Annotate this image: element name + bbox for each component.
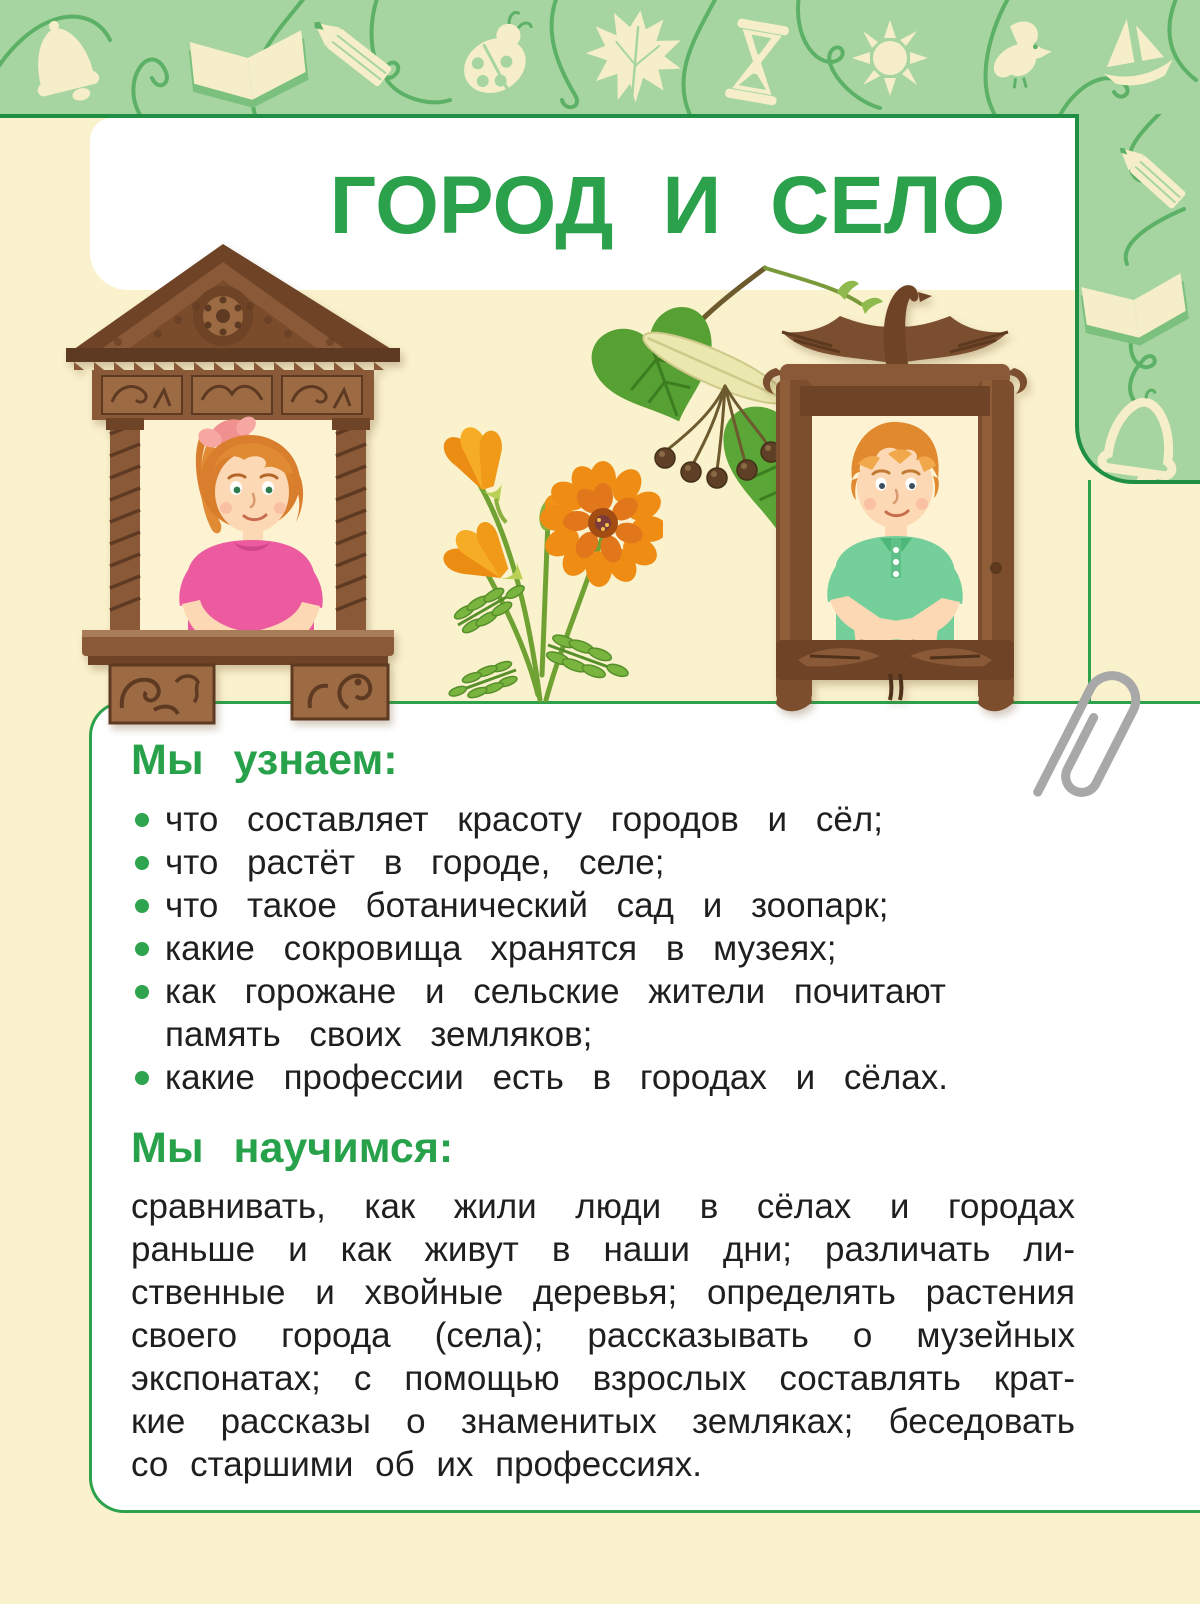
paragraph-line: своего города (села); рассказывать о музейных [131,1316,1075,1355]
side-decorative-panel [1075,114,1200,484]
learn-list [131,798,1075,1099]
paragraph-line: ственные и хвойные деревья; определять растения [131,1273,1075,1312]
list-item [131,798,1075,841]
paragraph-line: сравнивать, как жили люди в сёлах и городах [131,1187,1075,1226]
bullet-dot-icon [135,1071,149,1085]
list-item-text: что составляет красоту городов и сёл; [165,800,883,839]
side-panel-icons-graphic [1079,114,1200,480]
list-item-text: какие сокровища хранятся в музеях; [165,929,837,968]
chapter-title: ГОРОД И СЕЛО [329,160,1006,251]
sun-icon [852,20,928,96]
list-item-text: что растёт в городе, селе; [165,843,665,882]
paperclip [1030,648,1150,828]
bird-icon [991,20,1054,90]
list-item [131,1056,1075,1099]
list-item-text: память своих земляков; [165,1015,593,1054]
bullet-dot-icon [135,899,149,913]
list-item [131,970,1075,1056]
learn-heading: Мы узнаем: [131,736,398,784]
paragraph-line: раньше и как живут в наши дни; различать ли- [131,1230,1075,1269]
marigold-flowers-illustration [398,415,663,710]
content [131,737,1075,1486]
banner-icons-graphic [0,0,1200,114]
bullet-dot-icon [135,813,149,827]
list-item [131,927,1075,970]
bullet-dot-icon [135,985,149,999]
paragraph-line: со старшими об их профессиях. [131,1445,703,1484]
list-item-text: что такое ботанический сад и зоопарк; [165,886,889,925]
list-item-text: как горожане и сельские жители почитают [165,972,946,1011]
bell-icon [1099,385,1182,480]
list-item [131,884,1075,927]
master-heading: Мы научимся: [131,1124,454,1172]
carved-frame-with-boy-illustration [740,268,1050,720]
list-item-text: какие профессии есть в городах и сёлах. [165,1058,948,1097]
hourglass-icon [724,18,789,106]
carved-bird-crest [763,285,1027,394]
ladybug-icon [449,9,552,104]
master-paragraph [131,1185,1075,1486]
maple-leaf-icon [580,4,688,108]
pencil-icon [1112,140,1186,210]
paragraph-line: кие рассказы о знаменитых земляках; беседовать [131,1402,1075,1441]
bullet-dot-icon [135,942,149,956]
open-book-icon [1079,273,1191,353]
open-book-icon [188,30,311,114]
paragraph-line: экспонатах; с помощью взрослых составлять крат- [131,1359,1075,1398]
carved-window-with-girl-illustration [58,230,408,730]
bullet-dot-icon [135,856,149,870]
pencil-icon [307,13,393,87]
decorative-top-band [0,0,1200,114]
list-item [131,841,1075,884]
